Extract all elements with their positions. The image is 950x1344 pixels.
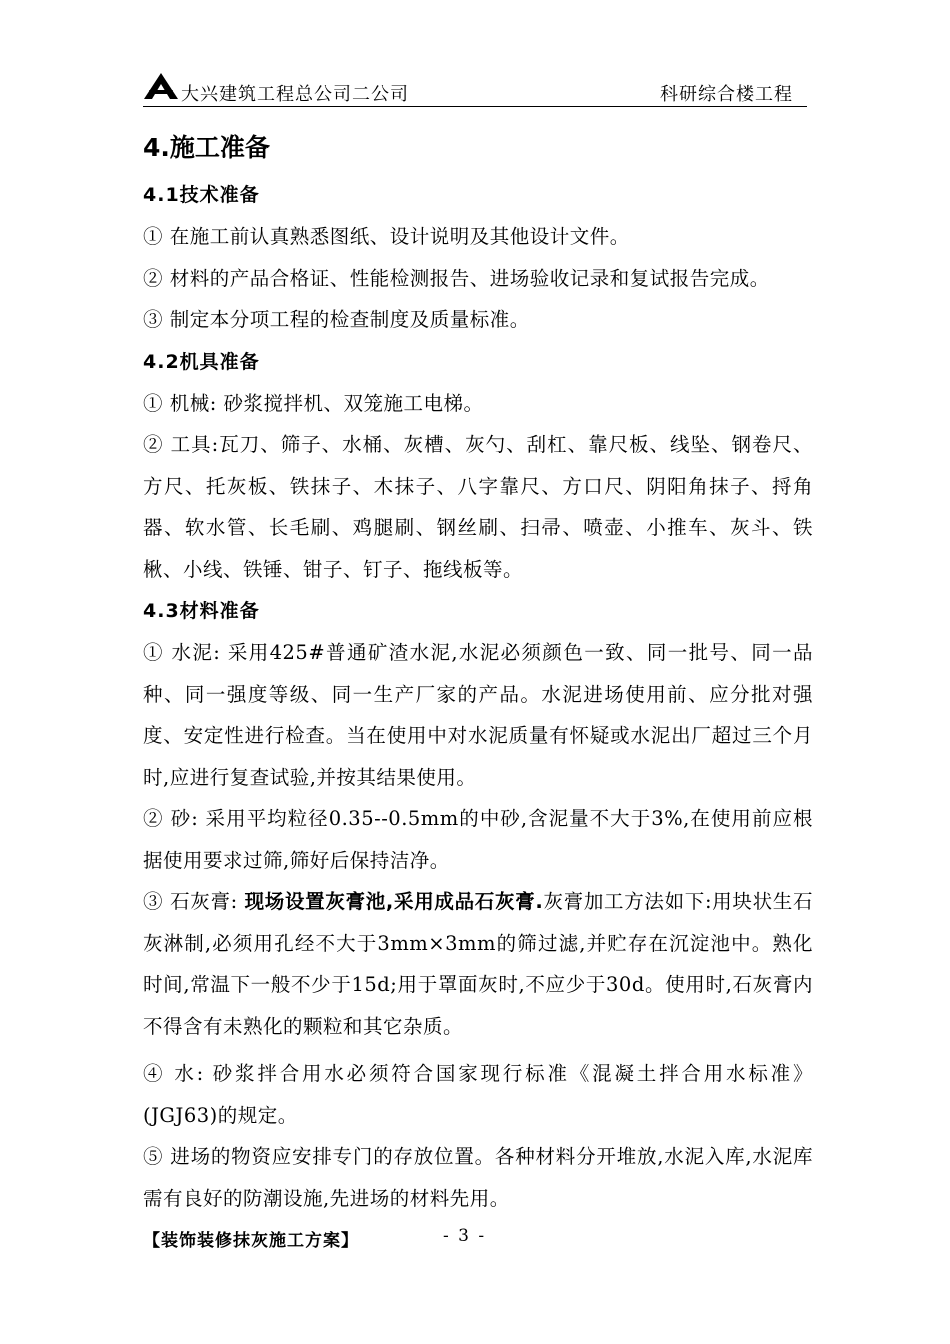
section-title: 4.施工准备 — [143, 133, 270, 162]
paragraph: ② 砂: 采用平均粒径0.35--0.5mm的中砂,含泥量不大于3%,在使用前应根据使用要求过筛,筛好后保持洁净。 — [143, 807, 813, 872]
subsection-title-4-3: 4.3材料准备 — [143, 600, 260, 622]
paragraph: ③ 制定本分项工程的检查制度及质量标准。 — [143, 308, 530, 331]
project-name: 科研综合楼工程 — [660, 84, 793, 105]
paragraph: ② 材料的产品合格证、性能检测报告、进场验收记录和复试报告完成。 — [143, 266, 770, 290]
paragraph: ① 水泥: 采用425#普通矿渣水泥,水泥必须颜色一致、同一批号、同一品种、同一强度等级、同一生产厂家的产品。水泥进场使用前、应分批对强度、安定性进行检查。当在使用中对水泥质量有怀疑或水泥出厂超过三个月时,应进行复查试验,并按其结果使用。 — [143, 641, 813, 789]
page-number: - 3 - — [443, 1226, 487, 1246]
document-body — [143, 128, 813, 1219]
paragraph: ④ 水: 砂浆拌合用水必须符合国家现行标准《混凝土拌合用水标准》(JGJ63)的规定。 — [143, 1062, 813, 1127]
page-footer — [143, 1226, 807, 1256]
footer-title: 【装饰装修抹灰施工方案】 — [143, 1231, 359, 1251]
paragraph: ⑤ 进场的物资应安排专门的存放位置。各种材料分开堆放,水泥入库,水泥库需有良好的防潮设施,先进场的材料先用。 — [143, 1145, 813, 1210]
subsection-title-4-1: 4.1技术准备 — [143, 184, 260, 206]
paragraph: ① 在施工前认真熟悉图纸、设计说明及其他设计文件。 — [143, 225, 630, 248]
header-divider — [143, 106, 807, 107]
bold-emphasis: 现场设置灰膏池,采用成品石灰膏. — [244, 890, 544, 913]
paragraph — [143, 881, 813, 1047]
item-prefix: ③ 石灰膏: — [143, 890, 245, 913]
item-text: 灰膏加工方法如下:用块状生石灰淋制,必须用孔经不大于3mm×3mm的筛过滤,并贮存在沉淀池中。熟化时间,常温下一般不少于15d;用于罩面灰时,不应少于30d。使用时,石灰膏内不得含有未熟化的颗粒和其它杂质。 — [143, 890, 813, 1038]
company-name: 大兴建筑工程总公司二公司 — [181, 84, 409, 105]
paragraph: ① 机械: 砂浆搅拌机、双笼施工电梯。 — [143, 391, 484, 415]
paragraph: ② 工具:瓦刀、筛子、水桶、灰槽、灰勺、刮杠、靠尺板、线坠、钢卷尺、方尺、托灰板、铁抹子、木抹子、八字靠尺、方口尺、阴阳角抹子、捋角器、软水管、长毛刷、鸡腿刷、钢丝刷、扫帚、喷壶、小推车、灰斗、铁楸、小线、铁锤、钳子、钉子、拖线板等。 — [143, 433, 813, 581]
page-header — [143, 68, 807, 108]
company-logo-icon — [143, 72, 179, 100]
subsection-title-4-2: 4.2机具准备 — [143, 350, 260, 373]
